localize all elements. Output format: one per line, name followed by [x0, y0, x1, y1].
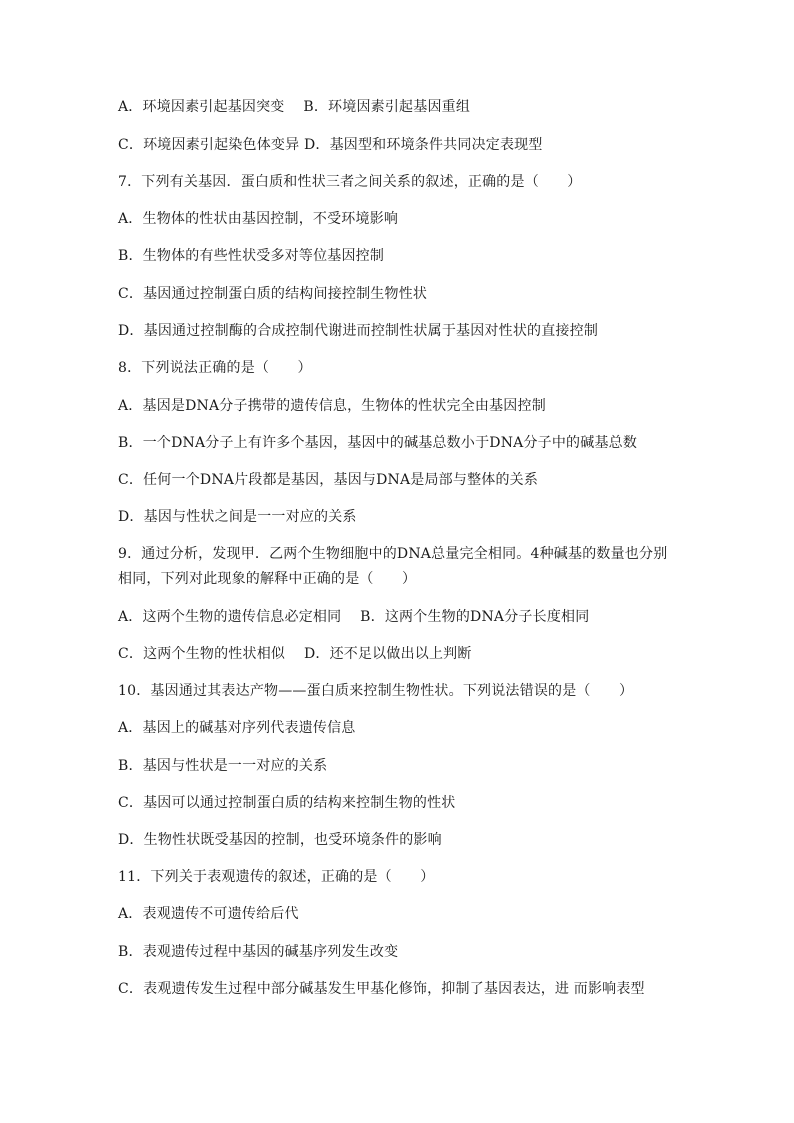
q7-option-b: B．生物体的有些性状受多对等位基因控制 — [118, 248, 385, 264]
q6-options-cd: C．环境因素引起染色体变异 D．基因型和环境条件共同决定表现型 — [118, 137, 543, 153]
q9-options-cd: C．这两个生物的性状相似 D．还不足以做出以上判断 — [118, 646, 472, 662]
q8-option-b: B．一个DNA分子上有许多个基因，基因中的碱基总数小于DNA分子中的碱基总数 — [118, 435, 638, 451]
q11-stem: 11．下列关于表观遗传的叙述，正确的是（ ） — [118, 869, 435, 885]
q10-option-b: B．基因与性状是一一对应的关系 — [118, 758, 328, 774]
q9-stem-line1: 9．通过分析，发现甲．乙两个生物细胞中的DNA总量完全相同。4种碱基的数量也分别 — [118, 546, 668, 562]
q8-option-c: C．任何一个DNA片段都是基因，基因与DNA是局部与整体的关系 — [118, 472, 539, 488]
q10-option-a: A．基因上的碱基对序列代表遗传信息 — [118, 720, 356, 736]
q9-options-ab: A．这两个生物的遗传信息必定相同 B．这两个生物的DNA分子长度相同 — [118, 609, 590, 625]
q7-stem: 7．下列有关基因．蛋白质和性状三者之间关系的叙述，正确的是（ ） — [118, 174, 582, 190]
q6-options-ab: A．环境因素引起基因突变 B．环境因素引起基因重组 — [118, 99, 471, 115]
q7-option-d: D．基因通过控制酶的合成控制代谢进而控制性状属于基因对性状的直接控制 — [118, 323, 599, 339]
q7-option-a: A．生物体的性状由基因控制，不受环境影响 — [118, 211, 399, 227]
q10-option-c: C．基因可以通过控制蛋白质的结构来控制生物的性状 — [118, 795, 456, 811]
q11-option-b: B．表观遗传过程中基因的碱基序列发生改变 — [118, 944, 399, 960]
q10-stem: 10．基因通过其表达产物——蛋白质来控制生物性状。下列说法错误的是（ ） — [118, 683, 634, 699]
q8-stem: 8．下列说法正确的是（ ） — [118, 360, 312, 376]
q7-option-c: C．基因通过控制蛋白质的结构间接控制生物性状 — [118, 286, 428, 302]
q8-option-d: D．基因与性状之间是一一对应的关系 — [118, 509, 357, 525]
q11-option-a: A．表观遗传不可遗传给后代 — [118, 906, 299, 922]
q11-option-c: C．表观遗传发生过程中部分碱基发生甲基化修饰，抑制了基因表达，进 而影响表型 — [118, 981, 645, 997]
q9-stem-line2: 相同，下列对此现象的解释中正确的是（ ） — [118, 571, 417, 587]
q10-option-d: D．生物性状既受基因的控制，也受环境条件的影响 — [118, 832, 442, 848]
q8-option-a: A．基因是DNA分子携带的遗传信息，生物体的性状完全由基因控制 — [118, 398, 546, 414]
